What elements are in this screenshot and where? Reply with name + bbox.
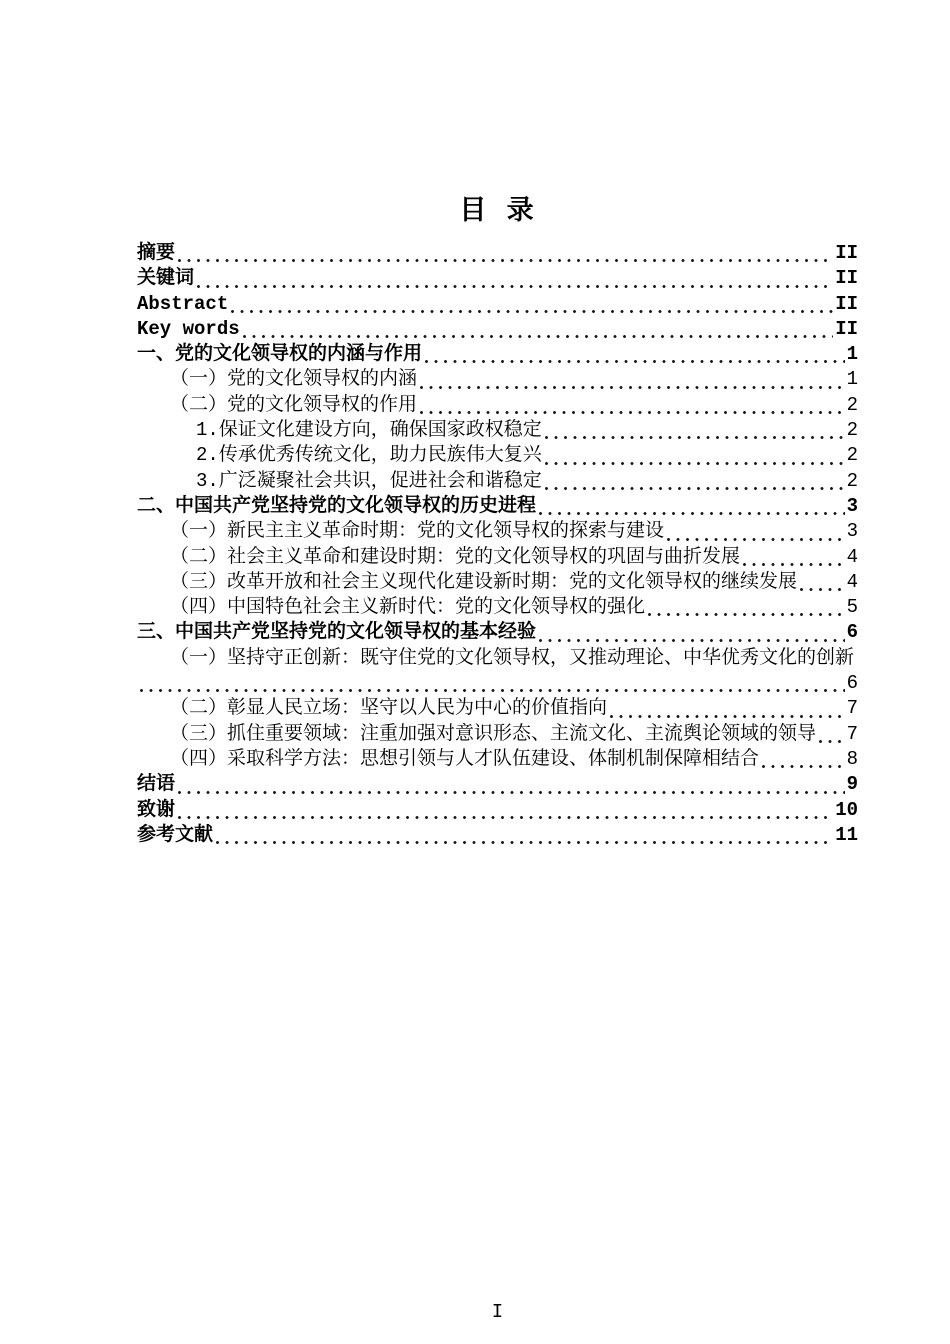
toc-entry[interactable] (137, 494, 858, 519)
toc-entry-text: 1.保证文化建设方向，确保国家政权稳定 (196, 419, 542, 442)
dot-leader (177, 815, 833, 820)
toc-entry-text: 二、中国共产党坚持党的文化领导权的历史进程 (137, 494, 537, 517)
dot-leader (424, 359, 845, 364)
toc-entry[interactable] (137, 798, 858, 823)
dot-leader (609, 714, 845, 719)
toc-entry[interactable] (137, 393, 858, 418)
dot-leader (242, 334, 834, 339)
toc-entry[interactable] (137, 595, 858, 620)
toc-entry-text: 致谢 (137, 798, 176, 821)
toc-entry[interactable] (137, 570, 858, 595)
toc-entry-text: Abstract (137, 292, 229, 315)
toc-entry-text: 一、党的文化领导权的内涵与作用 (137, 343, 423, 366)
toc-content (137, 0, 858, 848)
toc-entry-text: （一）坚持守正创新：既守住党的文化领导权，又推动理论、中华优秀文化的创新 (170, 646, 855, 669)
toc-entry[interactable] (137, 266, 858, 291)
toc-entry-page: 9 (846, 773, 858, 796)
toc-entry-text: （一）党的文化领导权的内涵 (170, 368, 418, 391)
page-number-footer: I (491, 1301, 504, 1323)
toc-entry-page: 1 (846, 343, 858, 366)
toc-entry[interactable] (137, 443, 858, 468)
dot-leader (419, 385, 845, 390)
toc-entry-text: 摘要 (137, 242, 176, 264)
toc-entry[interactable] (137, 671, 858, 696)
toc-entry-page: 10 (835, 798, 858, 821)
dot-leader (419, 410, 845, 415)
toc-entry-page: 2 (846, 469, 858, 492)
dot-leader (544, 486, 845, 491)
toc-entry[interactable] (137, 545, 858, 570)
toc-entry-text: （四）采取科学方法：思想引领与人才队伍建设、体制机制保障相结合 (170, 747, 760, 770)
toc-entry-page: 2 (846, 393, 858, 416)
toc-entry[interactable] (137, 620, 858, 645)
toc-entry-page: 3 (846, 494, 858, 517)
toc-entry-text: 结语 (137, 773, 176, 796)
dot-leader (818, 739, 845, 744)
toc-entry-page: 7 (846, 722, 858, 745)
toc-entry-text: （二）党的文化领导权的作用 (170, 393, 418, 416)
toc-entry-page: 5 (846, 596, 858, 619)
toc-entry-page: II (835, 317, 858, 340)
toc-entry-page: II (835, 242, 858, 264)
toc-entry[interactable] (137, 241, 858, 266)
toc-entry[interactable] (137, 519, 858, 544)
toc-entry-page: 2 (846, 419, 858, 442)
toc-entry[interactable] (137, 747, 858, 772)
toc-entry-page: 2 (846, 444, 858, 467)
dot-leader (230, 309, 833, 314)
toc-entry-page: 8 (846, 747, 858, 770)
toc-entry[interactable] (137, 823, 858, 848)
dot-leader (647, 612, 845, 617)
toc-entry-text: （三）抓住重要领域：注重加强对意识形态、主流文化、主流舆论领域的领导 (170, 722, 817, 745)
toc-entry-page: 11 (835, 823, 858, 846)
toc-entry-text: 参考文献 (137, 823, 214, 846)
dot-leader (196, 284, 833, 289)
toc-entry[interactable] (137, 469, 858, 494)
toc-entry[interactable] (137, 646, 858, 671)
dot-leader (177, 790, 845, 795)
toc-title: 目 录 (459, 198, 536, 228)
toc-entry-page: 7 (846, 697, 858, 720)
dot-leader (538, 638, 845, 643)
toc-entry[interactable] (137, 317, 858, 342)
toc-entry-page: 6 (846, 621, 858, 644)
toc-entry[interactable] (137, 292, 858, 317)
dot-leader (544, 435, 845, 440)
toc-entry-page: 1 (846, 368, 858, 391)
dot-leader (666, 537, 845, 542)
toc-entry[interactable] (137, 722, 858, 747)
toc-entry-text: Key words (137, 317, 240, 340)
toc-entry-text: （二）彰显人民立场：坚守以人民为中心的价值指向 (170, 697, 608, 720)
dot-leader (177, 258, 833, 263)
toc-entry[interactable] (137, 367, 858, 392)
toc-entry[interactable] (137, 772, 858, 797)
toc-entry-text: 2.传承优秀传统文化，助力民族伟大复兴 (196, 444, 542, 467)
dot-leader (742, 562, 845, 567)
toc-entry-page: 4 (846, 545, 858, 568)
dot-leader (544, 461, 845, 466)
toc-entry-text: 关键词 (137, 267, 195, 290)
toc-entry-text: （二）社会主义革命和建设时期：党的文化领导权的巩固与曲折发展 (170, 545, 741, 568)
toc-entry-text: （一）新民主主义革命时期：党的文化领导权的探索与建设 (170, 520, 665, 543)
toc-entry[interactable] (137, 418, 858, 443)
dot-leader (761, 764, 845, 769)
toc-entry-page: 6 (846, 672, 858, 695)
toc-entry[interactable] (137, 696, 858, 721)
toc-entry-page: 4 (846, 570, 858, 593)
toc-entry-text: （四）中国特色社会主义新时代：党的文化领导权的强化 (170, 596, 646, 619)
toc-entry-page: II (835, 292, 858, 315)
toc-entry-page: 3 (846, 520, 858, 543)
toc-entry-text: （三）改革开放和社会主义现代化建设新时期：党的文化领导权的继续发展 (170, 570, 798, 593)
dot-leader (139, 688, 845, 693)
dot-leader (799, 587, 845, 592)
toc-entry-text: 三、中国共产党坚持党的文化领导权的基本经验 (137, 621, 537, 644)
dot-leader (538, 511, 845, 516)
toc-entry[interactable] (137, 342, 858, 367)
toc-entry-text: 3.广泛凝聚社会共识，促进社会和谐稳定 (196, 469, 542, 492)
dot-leader (215, 840, 833, 845)
toc-entry-page: II (835, 267, 858, 290)
